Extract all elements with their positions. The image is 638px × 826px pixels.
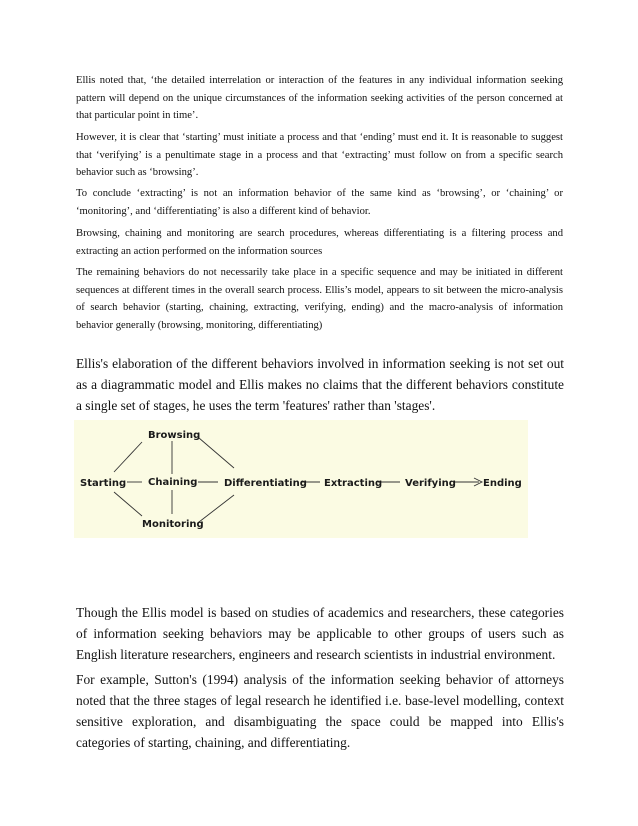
paragraph-sutton-example: For example, Sutton's (1994) analysis of the information seeking behavior of attorneys noted that the three stages of legal research he identified i.e. base-level modelling, context sensitive exploration, and disambiguating the space could be mapped into Ellis's categories of starting, chaining, and differentiating. [76, 672, 564, 750]
ellis-model-diagram [74, 420, 528, 538]
edge-browsing-differentiating [199, 438, 234, 468]
paragraph-search-procedures: Browsing, chaining and monitoring are search procedures, whereas differentiating is a filtering process and extracting an action performed on the information sources [76, 228, 563, 257]
paragraph-ellis-quote: Ellis noted that, ‘the detailed interrelation or interaction of the features in any individual information seeking pattern will depend on the unique circumstances of the information seeking activities of the person concerned at that particular point in time’. [76, 75, 563, 121]
node-starting: Starting [80, 478, 127, 489]
ellis-model-svg [74, 420, 528, 538]
node-extracting: Extracting [324, 478, 383, 489]
node-chaining: Chaining [148, 477, 198, 488]
edge-monitoring-differentiating [199, 495, 234, 522]
node-differentiating: Differentiating [224, 478, 307, 489]
node-ending: Ending [483, 478, 522, 489]
paragraph-starting-ending: However, it is clear that ‘starting’ must initiate a process and that ‘ending’ must end it. It is reasonable to suggest that ‘verifying’ is a penultimate stage in a process and that ‘extracting’ must follow on from a specific search behavior such as ‘browsing’. [76, 132, 563, 178]
node-verifying: Verifying [405, 478, 456, 489]
node-monitoring: Monitoring [142, 519, 204, 530]
edge-starting-monitoring [114, 492, 142, 516]
node-browsing: Browsing [148, 430, 201, 441]
paragraph-ellis-applicability: Though the Ellis model is based on studies of academics and researchers, these categories of information seeking behaviors may be applicable to other groups of users such as English literature researchers, engineers and research scientists in industrial environment. [76, 605, 564, 662]
paragraph-remaining-behaviors: The remaining behaviors do not necessarily take place in a specific sequence and may be initiated in different sequences at different times in the overall search process. Ellis’s model, appears to sit between the micro-analysis of search behavior (starting, chaining, extracting, verifying, ending) and the macro-analysis of information behavior generally (browsing, monitoring, differentiating) [76, 267, 563, 331]
edge-starting-browsing [114, 442, 142, 472]
paragraph-extracting-conclusion: To conclude ‘extracting’ is not an information behavior of the same kind as ‘browsing’, or ‘chaining’ or ‘monitoring’, and ‘differentiating’ is also a different kind of behavior. [76, 188, 563, 217]
paragraph-ellis-elaboration: Ellis's elaboration of the different behaviors involved in information seeking is not set out as a diagrammatic model and Ellis makes no claims that the different behaviors constitute a single set of stages, he uses the term 'features' rather than 'stages'. [76, 356, 564, 413]
